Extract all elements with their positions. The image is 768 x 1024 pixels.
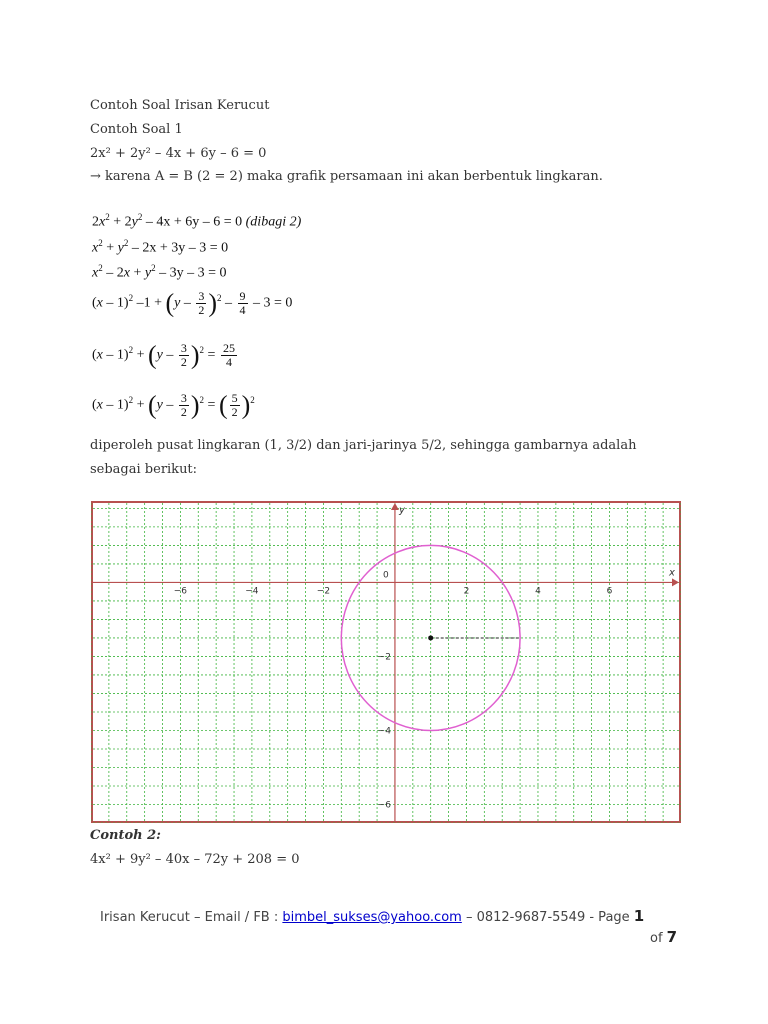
circle-graph [91, 501, 681, 823]
step-3: $x^2 - 2x + y^2 - 3y - 3 = 0$ [92, 263, 227, 281]
equation-1: 2x² + 2y² – 4x + 6y – 6 = 0 [90, 146, 267, 161]
x-tick-label: 2 [463, 586, 470, 597]
y-tick-label: −2 [377, 652, 391, 663]
footer-page-number: 1 [633, 907, 645, 925]
doc-heading: Contoh Soal Irisan Kerucut [90, 98, 270, 113]
y-axis-label: y [398, 505, 405, 516]
step-1: $2x^2 + 2y^2 - 4x + 6y - 6 = 0$ (dibagi 2) [92, 212, 302, 230]
origin-label: 0 [382, 570, 389, 581]
step-2: $x^2 + y^2 - 2x + 3y - 3 = 0$ [92, 238, 229, 256]
x-tick-label: −2 [316, 586, 331, 597]
note-line: → karena A = B (2 = 2) maka grafik persamaan ini akan berbentuk lingkaran. [90, 169, 603, 184]
paragraph-line-1: diperoleh pusat lingkaran (1, 3/2) dan jari-jarinya 5/2, sehingga gambarnya adalah [90, 438, 637, 453]
footer-line [100, 907, 644, 925]
step-5: (x – 1)$^2$ + (y – $\frac{3}{2}$ )$^2$ = $\frac{25}{4}$ [92, 340, 235, 370]
step-6: (x – 1)$^2$ + (y – $\frac{3}{2}$ )$^2$ = ( $\frac{5}{2}$ )$^2$ [92, 390, 255, 420]
paragraph-line-2: sebagai berikut: [90, 462, 198, 477]
footer-page-total: of 7 [650, 928, 678, 946]
footer-phone: – 0812-9687-5549 - Page [461, 910, 634, 925]
footer-prefix: Irisan Kerucut – Email / FB : [100, 910, 283, 925]
x-tick-label: 4 [535, 586, 541, 597]
center-point [428, 635, 433, 640]
y-tick-label: −6 [377, 800, 391, 811]
x-axis-label: x [669, 567, 675, 579]
y-tick-label: −4 [377, 726, 391, 737]
contoh-2-heading: Contoh 2: [90, 828, 161, 843]
x-tick-label: 6 [606, 586, 613, 597]
doc-subheading: Contoh Soal 1 [90, 122, 183, 137]
x-tick-label: −6 [173, 586, 188, 597]
equation-2: 4x² + 9y² – 40x – 72y + 208 = 0 [90, 852, 300, 867]
step-4: (x – 1)$^2$ –1 + (y – $\frac{3}{2}$ )$^2$ – $\frac{9}{4}$ – 3 = 0 [92, 288, 293, 318]
footer-email-link[interactable]: bimbel_sukses@yahoo.com [282, 910, 462, 925]
x-tick-label: −4 [245, 586, 259, 597]
